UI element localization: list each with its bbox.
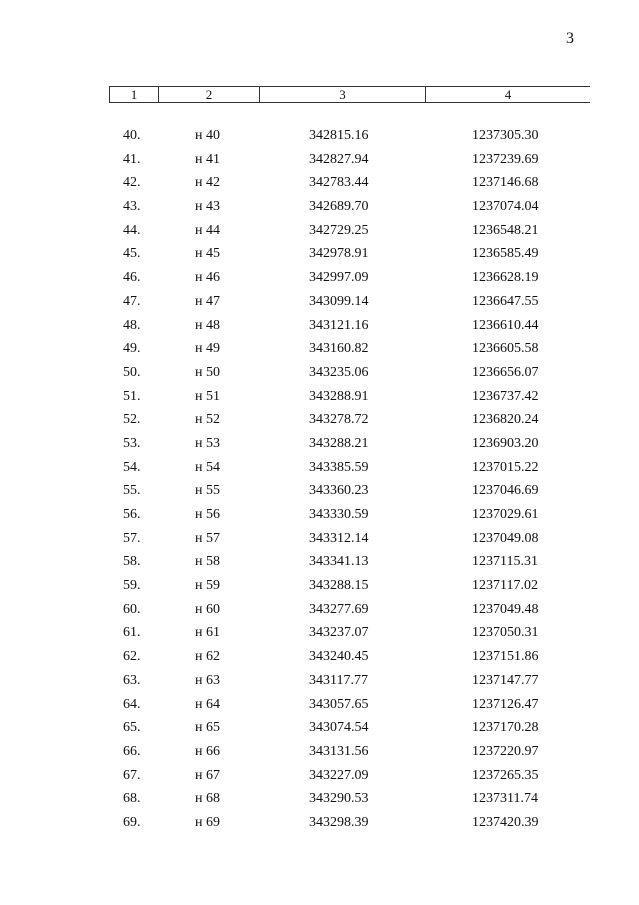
table-row xyxy=(0,697,639,721)
coord-y: 1237015.22 xyxy=(472,459,539,475)
point-name: н 42 xyxy=(195,175,220,191)
table-header xyxy=(109,86,590,103)
row-number: 49. xyxy=(123,341,141,357)
coord-y: 1237420.39 xyxy=(472,814,539,830)
row-number: 63. xyxy=(123,672,141,688)
coord-x: 343298.39 xyxy=(309,814,369,830)
coord-y: 1236656.07 xyxy=(472,364,539,380)
coord-x: 343074.54 xyxy=(309,720,369,736)
coord-x: 343288.91 xyxy=(309,388,369,404)
coord-x: 342815.16 xyxy=(309,128,369,143)
coord-x: 343385.59 xyxy=(309,459,369,475)
table-row xyxy=(0,602,639,626)
page-number: 3 xyxy=(566,30,574,47)
table-row xyxy=(0,223,639,247)
coord-y: 1236548.21 xyxy=(472,222,539,238)
coord-x: 342978.91 xyxy=(309,246,369,262)
coord-y: 1237029.61 xyxy=(472,507,539,522)
row-number: 52. xyxy=(123,412,141,428)
coord-x: 343341.13 xyxy=(309,554,369,570)
point-name: н 55 xyxy=(195,483,220,499)
table-row xyxy=(0,365,639,389)
row-number: 66. xyxy=(123,743,141,759)
point-name: н 65 xyxy=(195,720,220,736)
table-row xyxy=(0,318,639,342)
coord-y: 1237074.04 xyxy=(472,199,539,215)
coord-y: 1237049.48 xyxy=(472,601,539,617)
row-number: 48. xyxy=(123,317,141,333)
point-name: н 66 xyxy=(195,743,220,759)
coord-x: 343131.56 xyxy=(309,743,369,759)
table-row xyxy=(0,744,639,768)
coord-y: 1237146.68 xyxy=(472,175,539,191)
coord-y: 1237151.86 xyxy=(472,649,539,665)
coord-y: 1237305.30 xyxy=(472,128,539,143)
table-row xyxy=(0,768,639,792)
header-cell-4: 4 xyxy=(425,87,590,102)
table-row xyxy=(0,625,639,649)
point-name: н 61 xyxy=(195,625,220,641)
coord-y: 1237117.02 xyxy=(472,578,538,594)
coord-y: 1237147.77 xyxy=(472,672,539,688)
point-name: н 51 xyxy=(195,388,220,404)
table-row xyxy=(0,578,639,602)
point-name: н 52 xyxy=(195,412,220,428)
table-row xyxy=(0,507,639,531)
point-name: н 67 xyxy=(195,767,220,783)
table-row xyxy=(0,152,639,176)
table-row xyxy=(0,341,639,365)
row-number: 41. xyxy=(123,151,141,167)
coord-x: 342783.44 xyxy=(309,175,369,191)
table-row xyxy=(0,412,639,436)
point-name: н 48 xyxy=(195,317,220,333)
table-row xyxy=(0,791,639,815)
row-number: 59. xyxy=(123,578,141,594)
row-number: 47. xyxy=(123,293,141,309)
coord-x: 343312.14 xyxy=(309,530,369,546)
row-number: 69. xyxy=(123,814,141,830)
point-name: н 47 xyxy=(195,293,220,309)
coord-y: 1236610.44 xyxy=(472,317,539,333)
point-name: н 45 xyxy=(195,246,220,262)
coord-x: 343290.53 xyxy=(309,791,369,807)
point-name: н 54 xyxy=(195,459,220,475)
coord-y: 1237050.31 xyxy=(472,625,539,641)
coord-x: 342997.09 xyxy=(309,270,369,286)
row-number: 68. xyxy=(123,791,141,807)
point-name: н 49 xyxy=(195,341,220,357)
row-number: 53. xyxy=(123,435,141,451)
coord-x: 343278.72 xyxy=(309,412,369,428)
point-name: н 43 xyxy=(195,199,220,215)
point-name: н 59 xyxy=(195,578,220,594)
coord-y: 1237170.28 xyxy=(472,720,539,736)
row-number: 57. xyxy=(123,530,141,546)
point-name: н 62 xyxy=(195,649,220,665)
point-name: н 69 xyxy=(195,814,220,830)
row-number: 67. xyxy=(123,767,141,783)
coord-x: 343288.15 xyxy=(309,578,369,594)
table-row xyxy=(0,649,639,673)
coord-y: 1236737.42 xyxy=(472,388,539,404)
coord-x: 343360.23 xyxy=(309,483,369,499)
table-row xyxy=(0,199,639,223)
coord-y: 1237049.08 xyxy=(472,530,539,546)
coord-y: 1236820.24 xyxy=(472,412,539,428)
coord-y: 1237046.69 xyxy=(472,483,539,499)
row-number: 45. xyxy=(123,246,141,262)
row-number: 61. xyxy=(123,625,141,641)
table-row xyxy=(0,246,639,270)
point-name: н 50 xyxy=(195,364,220,380)
row-number: 56. xyxy=(123,507,141,522)
table-row xyxy=(0,460,639,484)
table-body xyxy=(0,128,639,839)
coord-y: 1236903.20 xyxy=(472,435,539,451)
coord-y: 1236605.58 xyxy=(472,341,539,357)
table-row xyxy=(0,483,639,507)
row-number: 55. xyxy=(123,483,141,499)
row-number: 62. xyxy=(123,649,141,665)
coord-y: 1236628.19 xyxy=(472,270,539,286)
table-row xyxy=(0,554,639,578)
row-number: 50. xyxy=(123,364,141,380)
point-name: н 58 xyxy=(195,554,220,570)
coord-x: 342729.25 xyxy=(309,222,369,238)
table-row xyxy=(0,294,639,318)
coord-y: 1236585.49 xyxy=(472,246,539,262)
point-name: н 68 xyxy=(195,791,220,807)
row-number: 60. xyxy=(123,601,141,617)
table-row xyxy=(0,270,639,294)
coord-y: 1237220.97 xyxy=(472,743,539,759)
table-row xyxy=(0,720,639,744)
point-name: н 63 xyxy=(195,672,220,688)
row-number: 64. xyxy=(123,696,141,712)
table-row xyxy=(0,128,639,152)
table-row xyxy=(0,815,639,839)
table-row xyxy=(0,175,639,199)
coord-x: 343288.21 xyxy=(309,435,369,451)
coord-x: 342689.70 xyxy=(309,199,369,215)
coord-x: 343277.69 xyxy=(309,601,369,617)
point-name: н 57 xyxy=(195,530,220,546)
row-number: 54. xyxy=(123,459,141,475)
point-name: н 41 xyxy=(195,151,220,167)
coord-y: 1237115.31 xyxy=(472,554,538,570)
coord-y: 1237311.74 xyxy=(472,791,538,807)
point-name: н 60 xyxy=(195,601,220,617)
coord-x: 343237.07 xyxy=(309,625,369,641)
coord-x: 343160.82 xyxy=(309,341,369,357)
row-number: 43. xyxy=(123,199,141,215)
row-number: 42. xyxy=(123,175,141,191)
coord-y: 1237126.47 xyxy=(472,696,539,712)
point-name: н 53 xyxy=(195,435,220,451)
coord-y: 1237265.35 xyxy=(472,767,539,783)
coord-x: 343227.09 xyxy=(309,767,369,783)
header-cell-1: 1 xyxy=(109,87,158,102)
coord-x: 343057.65 xyxy=(309,696,369,712)
coord-x: 343240.45 xyxy=(309,649,369,665)
coord-x: 343099.14 xyxy=(309,293,369,309)
point-name: н 64 xyxy=(195,696,220,712)
coord-x: 343121.16 xyxy=(309,317,369,333)
point-name: н 46 xyxy=(195,270,220,286)
point-name: н 56 xyxy=(195,507,220,522)
table-row xyxy=(0,531,639,555)
table-row xyxy=(0,436,639,460)
row-number: 58. xyxy=(123,554,141,570)
coord-x: 343117.77 xyxy=(309,672,368,688)
row-number: 51. xyxy=(123,388,141,404)
coord-y: 1236647.55 xyxy=(472,293,539,309)
row-number: 44. xyxy=(123,222,141,238)
coord-y: 1237239.69 xyxy=(472,151,539,167)
row-number: 65. xyxy=(123,720,141,736)
header-cell-3: 3 xyxy=(259,87,425,102)
point-name: н 44 xyxy=(195,222,220,238)
point-name: н 40 xyxy=(195,128,220,143)
coord-x: 343330.59 xyxy=(309,507,369,522)
coord-x: 342827.94 xyxy=(309,151,369,167)
table-row xyxy=(0,673,639,697)
header-cell-2: 2 xyxy=(158,87,259,102)
coord-x: 343235.06 xyxy=(309,364,369,380)
row-number: 40. xyxy=(123,128,141,143)
row-number: 46. xyxy=(123,270,141,286)
table-row xyxy=(0,389,639,413)
